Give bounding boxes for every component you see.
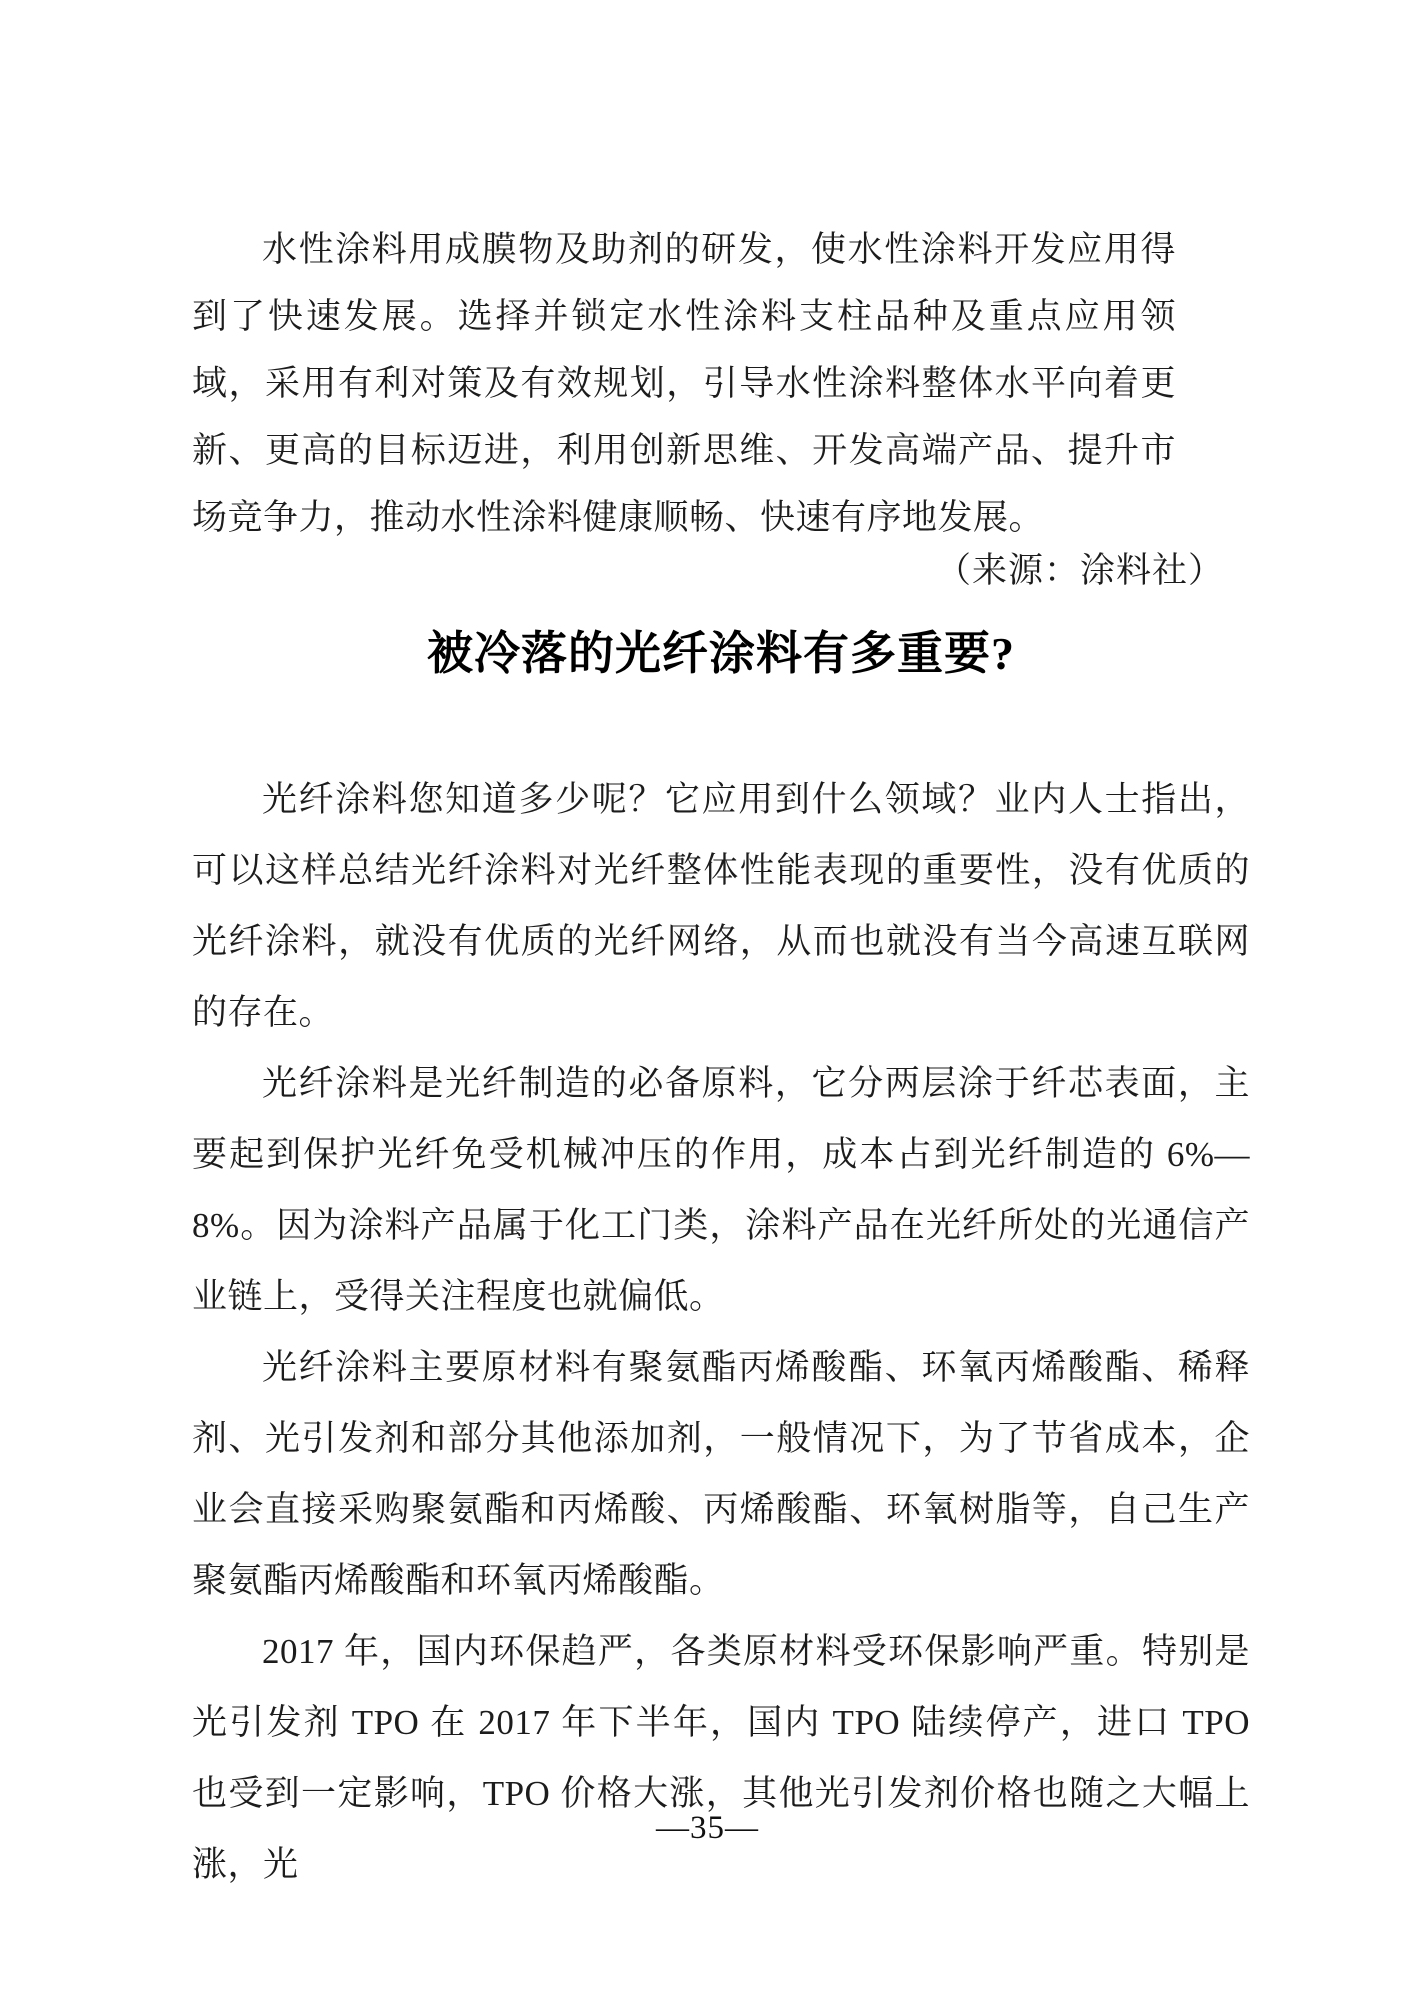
article-title: 被冷落的光纤涂料有多重要? <box>427 628 1015 679</box>
article-body <box>192 764 1250 1900</box>
article-paragraph-2: 光纤涂料是光纤制造的必备原料，它分两层涂于纤芯表面，主要起到保护光纤免受机械冲压的作用，成本占到光纤制造的 6%—8%。因为涂料产品属于化工门类，涂料产品在光纤所处的光通信产业链上，受得关注程度也就偏低。 <box>192 1064 1250 1316</box>
source-attribution: （来源：涂料社） <box>935 551 1224 590</box>
article-paragraph-1: 光纤涂料您知道多少呢？它应用到什么领域？业内人士指出，可以这样总结光纤涂料对光纤整体性能表现的重要性，没有优质的光纤涂料，就没有优质的光纤网络，从而也就没有当今高速互联网的存在。 <box>192 780 1250 1032</box>
article-paragraph-3: 光纤涂料主要原材料有聚氨酯丙烯酸酯、环氧丙烯酸酯、稀释剂、光引发剂和部分其他添加剂，一般情况下，为了节省成本，企业会直接采购聚氨酯和丙烯酸、丙烯酸酯、环氧树脂等，自己生产聚氨酯丙烯酸酯和环氧丙烯酸酯。 <box>192 1348 1250 1600</box>
page-number: —35— <box>656 1810 759 1846</box>
article-paragraph-4: 2017 年，国内环保趋严，各类原材料受环保影响严重。特别是光引发剂 TPO 在 2017 年下半年，国内 TPO 陆续停产，进口 TPO 也受到一定影响，TPO 价格大涨，其他光引发剂价格也随之大幅上涨，光 <box>192 1632 1250 1884</box>
water-coatings-paragraph: 水性涂料用成膜物及助剂的研发，使水性涂料开发应用得到了快速发展。选择并锁定水性涂料支柱品种及重点应用领域，采用有利对策及有效规划，引导水性涂料整体水平向着更新、更高的目标迈进，利用创新思维、开发高端产品、提升市场竞争力，推动水性涂料健康顺畅、快速有序地发展。 <box>192 230 1176 537</box>
